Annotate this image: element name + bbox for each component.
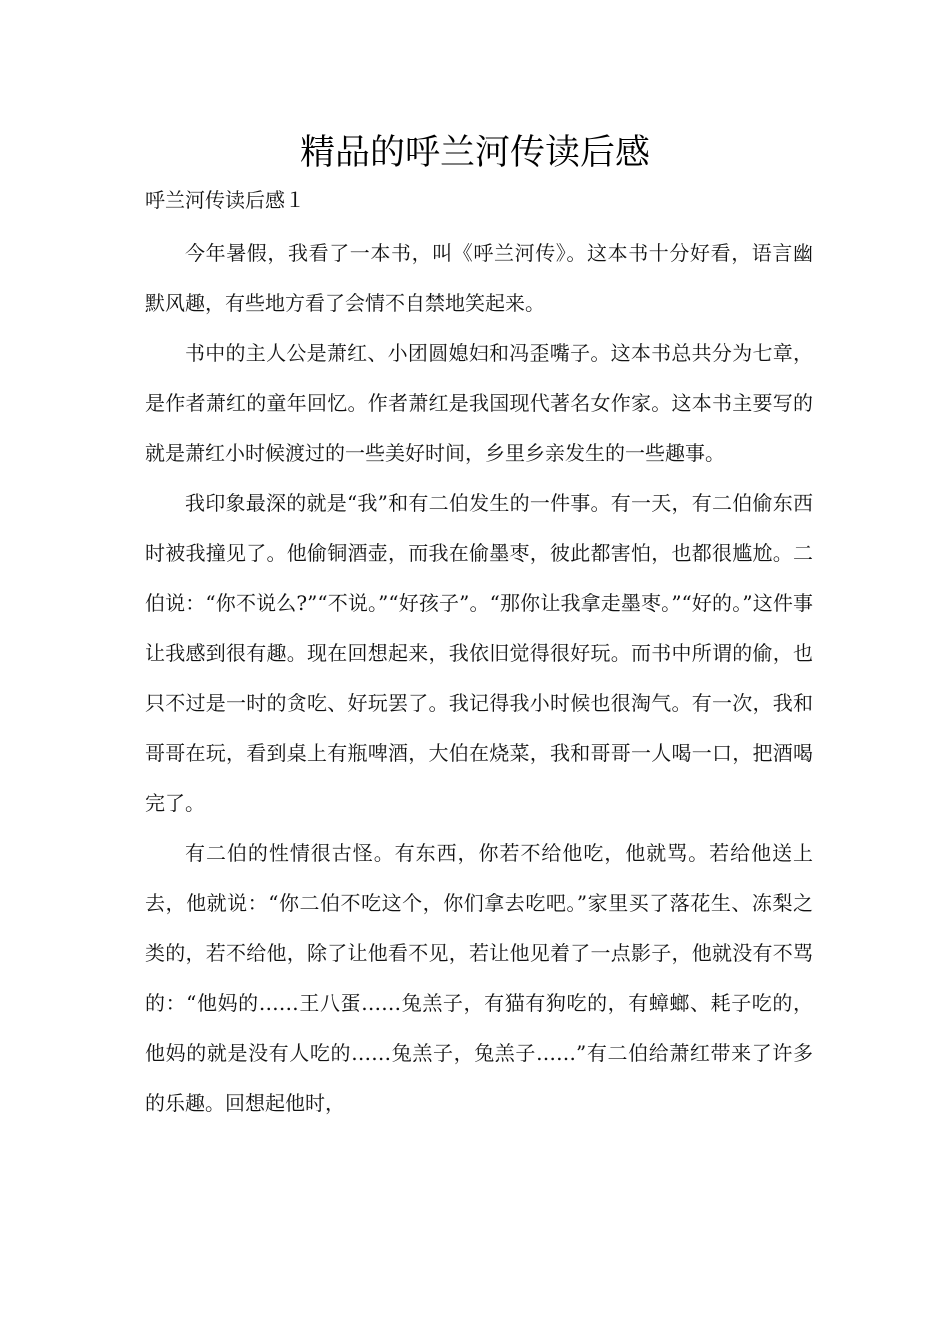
paragraph-3: 我印象最深的就是“我”和有二伯发生的一件事。有一天，有二伯偷东西时被我撞见了。他偷铜酒壶，而我在偷墨枣，彼此都害怕，也都很尴尬。二伯说：“你不说么?”“不说。”“好孩子”。“那你让我拿走墨枣。”“好的。”这件事让我感到很有趣。现在回想起来，我依旧觉得很好玩。而书中所谓的偷，也只不过是一时的贪吃、好玩罢了。我记得我小时候也很淘气。有一次，我和哥哥在玩，看到桌上有瓶啤酒，大伯在烧菜，我和哥哥一人喝一口，把酒喝完了。 (145, 491, 813, 815)
document-title: 精品的呼兰河传读后感 (299, 133, 650, 173)
paragraph-2: 书中的主人公是萧红、小团圆媳妇和冯歪嘴子。这本书总共分为七章，是作者萧红的童年回忆。作者萧红是我国现代著名女作家。这本书主要写的就是萧红小时候渡过的一些美好时间，乡里乡亲发生的一些趣事。 (145, 341, 813, 465)
paragraph-4: 有二伯的性情很古怪。有东西，你若不给他吃，他就骂。若给他送上去，他就说：“你二伯不吃这个，你们拿去吃吧。”家里买了落花生、冻梨之类的，若不给他，除了让他看不见，若让他见着了一点影子，他就没有不骂的：“他妈的……王八蛋……兔羔子，有猫有狗吃的，有蟑螂、耗子吃的，他妈的就是没有人吃的……兔羔子，兔羔子……”有二伯给萧红带来了许多的乐趣。回想起他时， (145, 841, 813, 1115)
paragraph-1: 今年暑假，我看了一本书，叫《呼兰河传》。这本书十分好看，语言幽默风趣，有些地方看了会情不自禁地笑起来。 (145, 241, 813, 315)
body-text (145, 228, 813, 1128)
section-heading: 呼兰河传读后感１ (145, 188, 305, 212)
